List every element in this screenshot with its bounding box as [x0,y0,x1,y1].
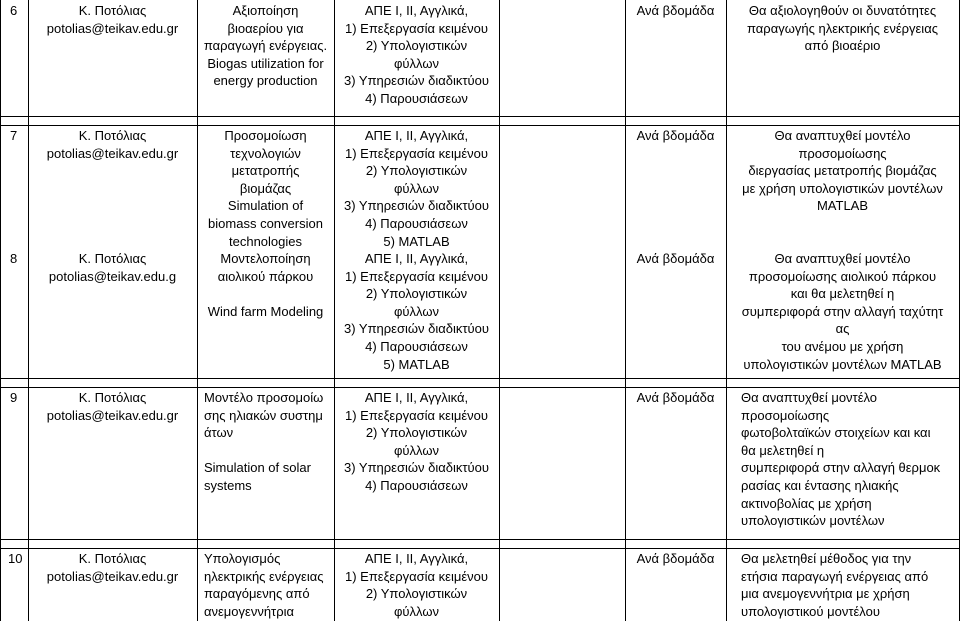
column-divider [334,0,335,621]
title-cell: Υπολογισμός ηλεκτρικής ενέργειας παραγόμενης από ανεμογεννήτρια [204,551,324,619]
row-number: 10 [8,551,23,566]
meeting-frequency-cell: Ανά βδομάδα [636,551,715,566]
row-number: 6 [10,3,18,18]
row-divider [0,387,960,388]
row-number: 7 [10,128,18,143]
goal-cell: Θα αξιολογηθούν οι δυνατότητες παραγωγής ηλεκτρικής ενέργειας από βιοαέριο [747,3,938,54]
meeting-frequency-cell: Ανά βδομάδα [636,251,715,266]
prerequisites-cell: ΑΠΕ Ι, ΙΙ, Αγγλικά, 1) Επεξεργασία κειμένου 2) Υπολογιστικών φύλλων 3) Υπηρεσιών διαδικτύου 4) Παρουσιάσεων 5) MATLAB [343,128,490,249]
row-divider [0,116,960,117]
row-divider [0,548,960,549]
row-number: 8 [10,251,18,266]
supervisor-cell: Κ. Ποτόλιας potolias@teikav.edu.gr [46,3,179,36]
prerequisites-cell: ΑΠΕ Ι, ΙΙ, Αγγλικά, 1) Επεξεργασία κειμένου 2) Υπολογιστικών φύλλων 3) Υπηρεσιών διαδικτύου 4) Παρουσιάσεων [343,390,490,493]
goal-cell: Θα μελετηθεί μέθοδος για την ετήσια παραγωγή ενέργειας από μια ανεμογεννήτρια με χρήση υπολογιστικού μοντέλου [741,551,929,619]
meeting-frequency-cell: Ανά βδομάδα [636,128,715,143]
column-divider [197,0,198,621]
column-divider [28,0,29,621]
supervisor-cell: Κ. Ποτόλιας potolias@teikav.edu.gr [46,551,179,584]
column-divider [499,0,500,621]
column-divider [726,0,727,621]
title-cell: Προσομοίωση τεχνολογιών μετατροπής βιομάζας Simulation of biomass conversion technologies [208,128,323,249]
goal-cell: Θα αναπτυχθεί μοντέλο προσομοίωσης φωτοβολταϊκών στοιχείων και και θα μελετηθεί η συμπεριφορά στην αλλαγή θερμοκ ρασίας και έντασης ηλιακής ακτινοβολίας με χρήση υπολογιστικών μοντέλων [741,390,941,529]
title-cell: Μοντέλο προσομοίω σης ηλιακών συστημ άτων Simulation of solar systems [204,390,324,493]
column-divider [0,0,1,621]
row-divider [0,125,960,126]
column-divider [625,0,626,621]
title-cell: Αξιοποίηση βιοαερίου για παραγωγή ενέργειας. Biogas utilization for energy production [203,3,328,89]
prerequisites-cell: ΑΠΕ Ι, ΙΙ, Αγγλικά, 1) Επεξεργασία κειμένου 2) Υπολογιστικών φύλλων 3) Υπηρεσιών διαδικτύου 4) Παρουσιάσεων [343,3,490,106]
goal-cell: Θα αναπτυχθεί μοντέλο προσομοίωσης διεργασίας μετατροπής βιομάζας με χρήση υπολογιστικών μοντέλων MATLAB [742,128,943,214]
row-divider [0,539,960,540]
goal-cell: Θα αναπτυχθεί μοντέλο προσομοίωσης αιολικού πάρκου και θα μελετηθεί η συμπεριφορά στην αλλαγή ταχύτητ ας του ανέμου με χρήση υπολογιστικών μοντέλων MATLAB [741,251,944,372]
supervisor-cell: Κ. Ποτόλιας potolias@teikav.edu.g [48,251,177,284]
prerequisites-cell: ΑΠΕ Ι, ΙΙ, Αγγλικά, 1) Επεξεργασία κειμένου 2) Υπολογιστικών φύλλων [345,551,488,619]
supervisor-cell: Κ. Ποτόλιας potolias@teikav.edu.gr [46,128,179,161]
title-cell: Μοντελοποίηση αιολικού πάρκου Wind farm Modeling [207,251,324,319]
row-divider [0,378,960,379]
meeting-frequency-cell: Ανά βδομάδα [636,390,715,405]
row-number: 9 [10,390,18,405]
supervisor-cell: Κ. Ποτόλιας potolias@teikav.edu.gr [46,390,179,423]
meeting-frequency-cell: Ανά βδομάδα [636,3,715,18]
prerequisites-cell: ΑΠΕ Ι, ΙΙ, Αγγλικά, 1) Επεξεργασία κειμένου 2) Υπολογιστικών φύλλων 3) Υπηρεσιών διαδικτύου 4) Παρουσιάσεων 5) MATLAB [343,251,490,372]
